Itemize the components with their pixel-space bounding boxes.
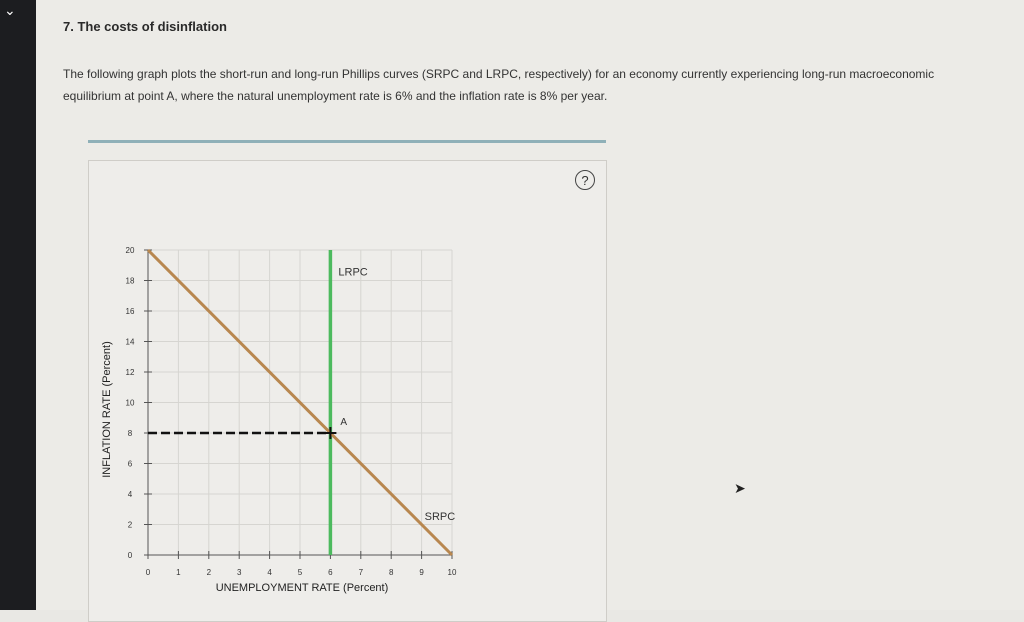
question-title: 7. The costs of disinflation [63, 19, 227, 34]
chevron-down-icon[interactable]: ⌄ [4, 2, 16, 18]
lrpc-label: LRPC [338, 266, 368, 279]
x-tick-label: 4 [267, 568, 272, 577]
y-tick-label: 10 [125, 398, 135, 408]
y-tick-label: 8 [127, 429, 133, 438]
x-tick-label: 6 [328, 568, 333, 577]
x-tick-label: 10 [447, 568, 457, 577]
x-tick-label: 9 [419, 568, 424, 577]
mouse-cursor-icon: ➤ [734, 480, 746, 496]
y-tick-label: 20 [125, 246, 135, 255]
y-tick-label: 6 [127, 459, 133, 469]
x-tick-label: 5 [297, 568, 303, 577]
y-tick-label: 0 [127, 551, 133, 560]
y-tick-label: 12 [125, 368, 135, 377]
y-tick-label: 14 [125, 337, 135, 347]
y-tick-label: 16 [125, 307, 135, 316]
y-axis-title: INFLATION RATE (Percent) [101, 341, 113, 478]
x-tick-label: 0 [145, 568, 151, 577]
x-tick-label: 3 [236, 568, 242, 577]
y-tick-label: 18 [125, 276, 135, 286]
x-tick-label: 2 [206, 568, 212, 577]
srpc-label: SRPC [424, 510, 456, 523]
y-tick-label: 4 [127, 490, 133, 499]
x-tick-label: 8 [388, 568, 394, 577]
point-a-label: A [340, 417, 348, 428]
question-intro: The following graph plots the short-run and long-run Phillips curves (SRPC and LRPC, respectively) for an economy currently experiencing long-run macroeconomic equilibrium at point A, where the natural unemployment rate is 6% and the inflation rate is 8% per year. [63, 67, 935, 103]
help-icon[interactable]: ? [575, 170, 595, 190]
x-axis-title: UNEMPLOYMENT RATE (Percent) [215, 582, 389, 594]
x-tick-label: 7 [358, 568, 364, 577]
x-tick-label: 1 [176, 568, 181, 577]
y-tick-label: 2 [127, 520, 133, 530]
